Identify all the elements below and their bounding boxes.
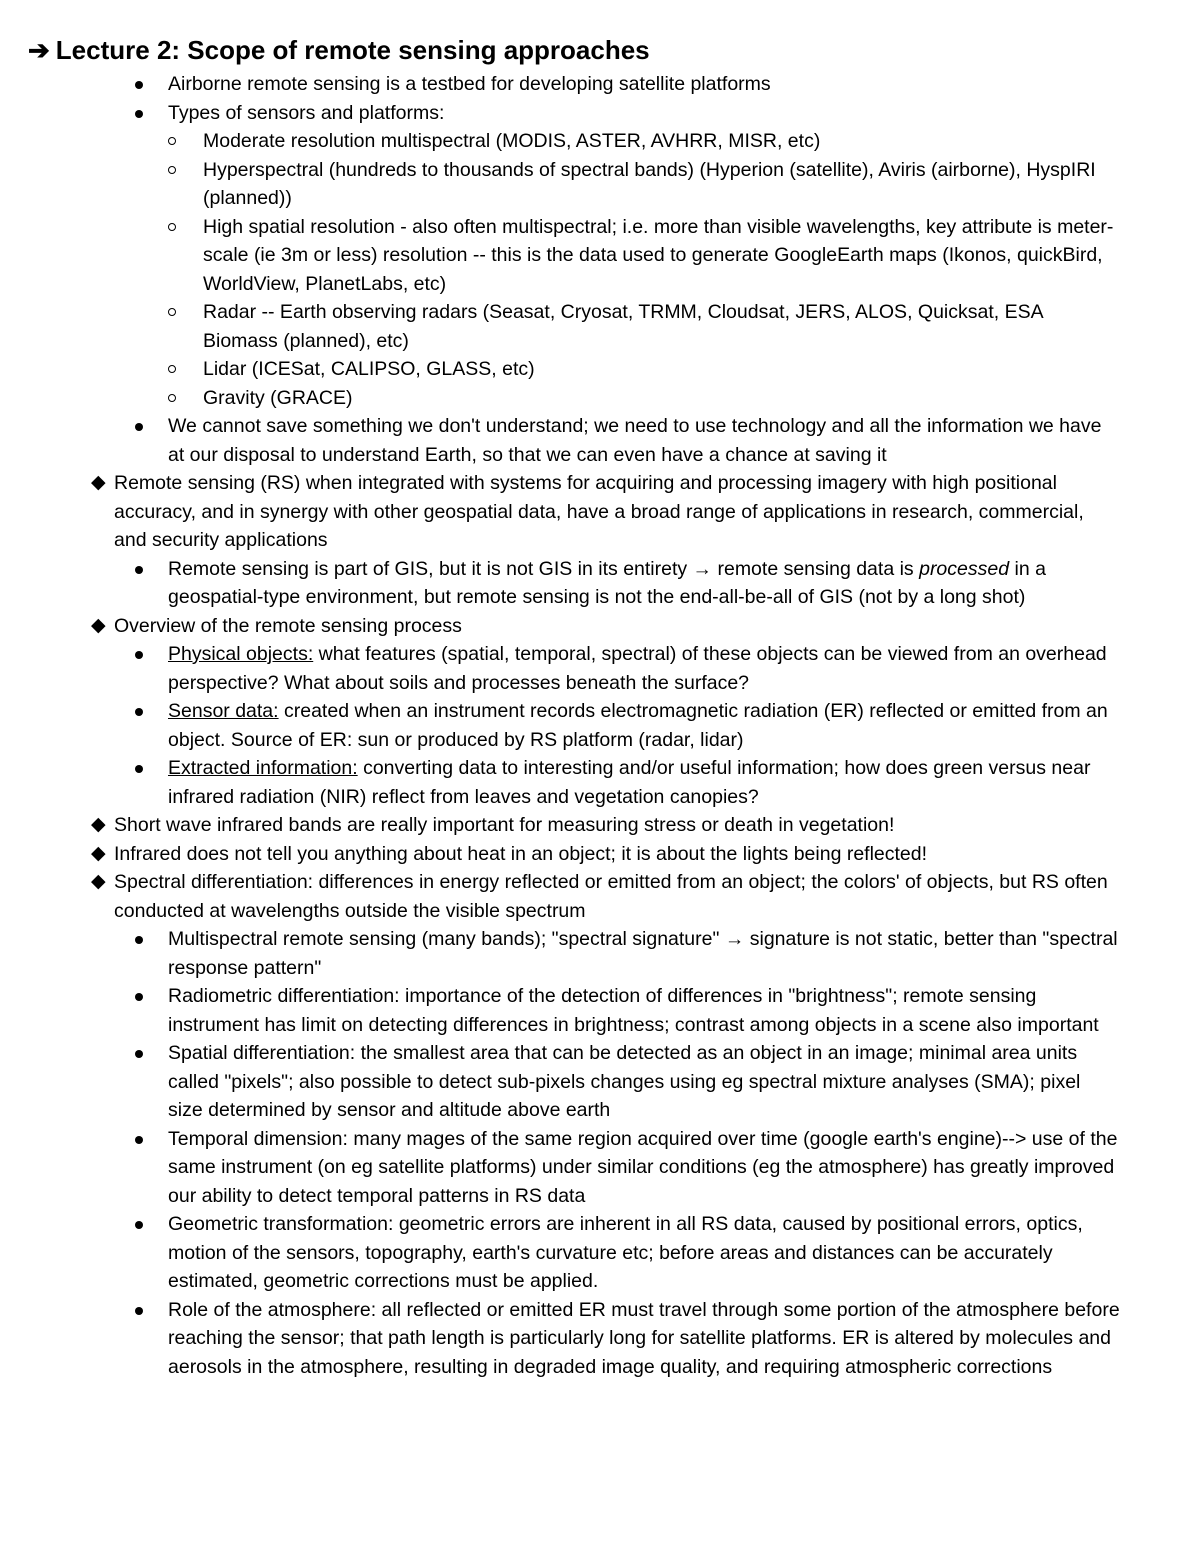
sub-list-item: High spatial resolution - also often multispectral; i.e. more than visible wavelengths, key attribute is meter-scale (ie 3m or less) resolution -- this is the data used to generate GoogleEarth maps (Ikonos, quickBird, WorldView, PlanetLabs, etc) xyxy=(0,213,1200,299)
bullet-dot-icon xyxy=(135,81,143,89)
list-item: Remote sensing is part of GIS, but it is not GIS in its entirety → remote sensing data is processed in a geospatial-type environment, but remote sensing is not the end-all-be-all of GIS (not by a long shot) xyxy=(0,555,1200,612)
list-item: Extracted information: converting data to interesting and/or useful information; how does green versus near infrared radiation (NIR) reflect from leaves and vegetation canopies? xyxy=(0,754,1200,811)
sub-list-item: Hyperspectral (hundreds to thousands of spectral bands) (Hyperion (satellite), Aviris (airborne), HyspIRI (planned)) xyxy=(0,156,1200,213)
diamond-bullet-icon: ◆ xyxy=(91,871,106,892)
diamond-item: ◆ Infrared does not tell you anything about heat in an object; it is about the lights being reflected! xyxy=(0,840,1200,869)
bullet-dot-icon xyxy=(135,110,143,118)
list-item: Radiometric differentiation: importance of the detection of differences in "brightness"; remote sensing instrument has limit on detecting differences in brightness; contrast among objects in a scene also important xyxy=(0,982,1200,1039)
bullet-dot-icon xyxy=(135,1307,143,1315)
diamond-bullet-icon: ◆ xyxy=(91,472,106,493)
lecture-title: Lecture 2: Scope of remote sensing approaches xyxy=(55,35,650,65)
diamond-bullet-icon: ◆ xyxy=(91,842,106,864)
list-item: Spatial differentiation: the smallest area that can be detected as an object in an image; minimal area units called "pixels"; also possible to detect sub-pixels changes using eg spectral mixture analyses (SMA); pixel size determined by sensor and altitude above earth xyxy=(0,1039,1200,1125)
arrow-icon: ➔ xyxy=(28,35,50,65)
diamond-item: ◆ Remote sensing (RS) when integrated with systems for acquiring and processing imagery with high positional accuracy, and in synergy with other geospatial data, have a broad range of applications in research, commercial, and security applications xyxy=(0,469,1200,555)
bullet-circle-icon xyxy=(168,365,176,373)
list-item: Geometric transformation: geometric errors are inherent in all RS data, caused by positional errors, optics, motion of the sensors, topography, earth's curvature etc; before areas and distances can be accurately estimated, geometric corrections must be applied. xyxy=(0,1210,1200,1296)
sub-list-item: Gravity (GRACE) xyxy=(0,384,1200,413)
list-item: Role of the atmosphere: all reflected or emitted ER must travel through some portion of the atmosphere before reaching the sensor; that path length is particularly long for satellite platforms. ER is altered by molecules and aerosols in the atmosphere, resulting in degraded image quality, and requiring atmospheric corrections xyxy=(0,1296,1200,1382)
sub-list-item: Lidar (ICESat, CALIPSO, GLASS, etc) xyxy=(0,355,1200,384)
diamond-point-list xyxy=(0,811,1200,1381)
bullet-dot-icon xyxy=(135,651,143,659)
list-item: We cannot save something we don't understand; we need to use technology and all the information we have at our disposal to understand Earth, so that we can even have a chance at saving it xyxy=(0,412,1200,469)
list-item: Types of sensors and platforms: xyxy=(0,99,1200,128)
notes-body xyxy=(0,70,1200,1381)
bullet-dot-icon xyxy=(135,1050,143,1058)
bullet-circle-icon xyxy=(168,137,176,145)
bullet-circle-icon xyxy=(168,166,176,174)
sub-list-item: Moderate resolution multispectral (MODIS, ASTER, AVHRR, MISR, etc) xyxy=(0,127,1200,156)
bullet-dot-icon xyxy=(135,936,143,944)
list-item: Sensor data: created when an instrument records electromagnetic radiation (ER) reflected or emitted from an object. Source of ER: sun or produced by RS platform (radar, lidar) xyxy=(0,697,1200,754)
lecture-heading xyxy=(28,30,650,70)
bullet-dot-icon xyxy=(135,765,143,773)
list-item: Temporal dimension: many mages of the same region acquired over time (google earth's engine)--> use of the same instrument (on eg satellite platforms) under similar conditions (eg the atmosphere) has greatly improved our ability to detect temporal patterns in RS data xyxy=(0,1125,1200,1211)
list-item: Physical objects: what features (spatial, temporal, spectral) of these objects can be viewed from an overhead perspective? What about soils and processes beneath the surface? xyxy=(0,640,1200,697)
bullet-circle-icon xyxy=(168,394,176,402)
list-item: Multispectral remote sensing (many bands); "spectral signature" → signature is not static, better than "spectral response pattern" xyxy=(0,925,1200,982)
diamond-bullet-icon: ◆ xyxy=(91,614,106,636)
bullet-circle-icon xyxy=(168,308,176,316)
intro-bullet-list xyxy=(0,70,1200,469)
diamond-point-rs-gis xyxy=(0,469,1200,612)
diamond-bullet-icon: ◆ xyxy=(91,814,106,835)
diamond-item: ◆ Overview of the remote sensing process xyxy=(0,612,1200,641)
bullet-dot-icon xyxy=(135,993,143,1001)
sub-list-item: Radar -- Earth observing radars (Seasat, Cryosat, TRMM, Cloudsat, JERS, ALOS, Quicksat, ESA Biomass (planned), etc) xyxy=(0,298,1200,355)
bullet-circle-icon xyxy=(168,223,176,231)
bullet-dot-icon xyxy=(135,708,143,716)
bullet-dot-icon xyxy=(135,423,143,431)
bullet-dot-icon xyxy=(135,1136,143,1144)
list-item: Airborne remote sensing is a testbed for developing satellite platforms xyxy=(0,70,1200,99)
diamond-point-overview xyxy=(0,612,1200,812)
diamond-item: ◆ Spectral differentiation: differences in energy reflected or emitted from an object; the colors' of objects, but RS often conducted at wavelengths outside the visible spectrum xyxy=(0,868,1200,925)
bullet-dot-icon xyxy=(135,1221,143,1229)
diamond-item: ◆ Short wave infrared bands are really important for measuring stress or death in vegetation! xyxy=(0,811,1200,840)
bullet-dot-icon xyxy=(135,566,143,574)
